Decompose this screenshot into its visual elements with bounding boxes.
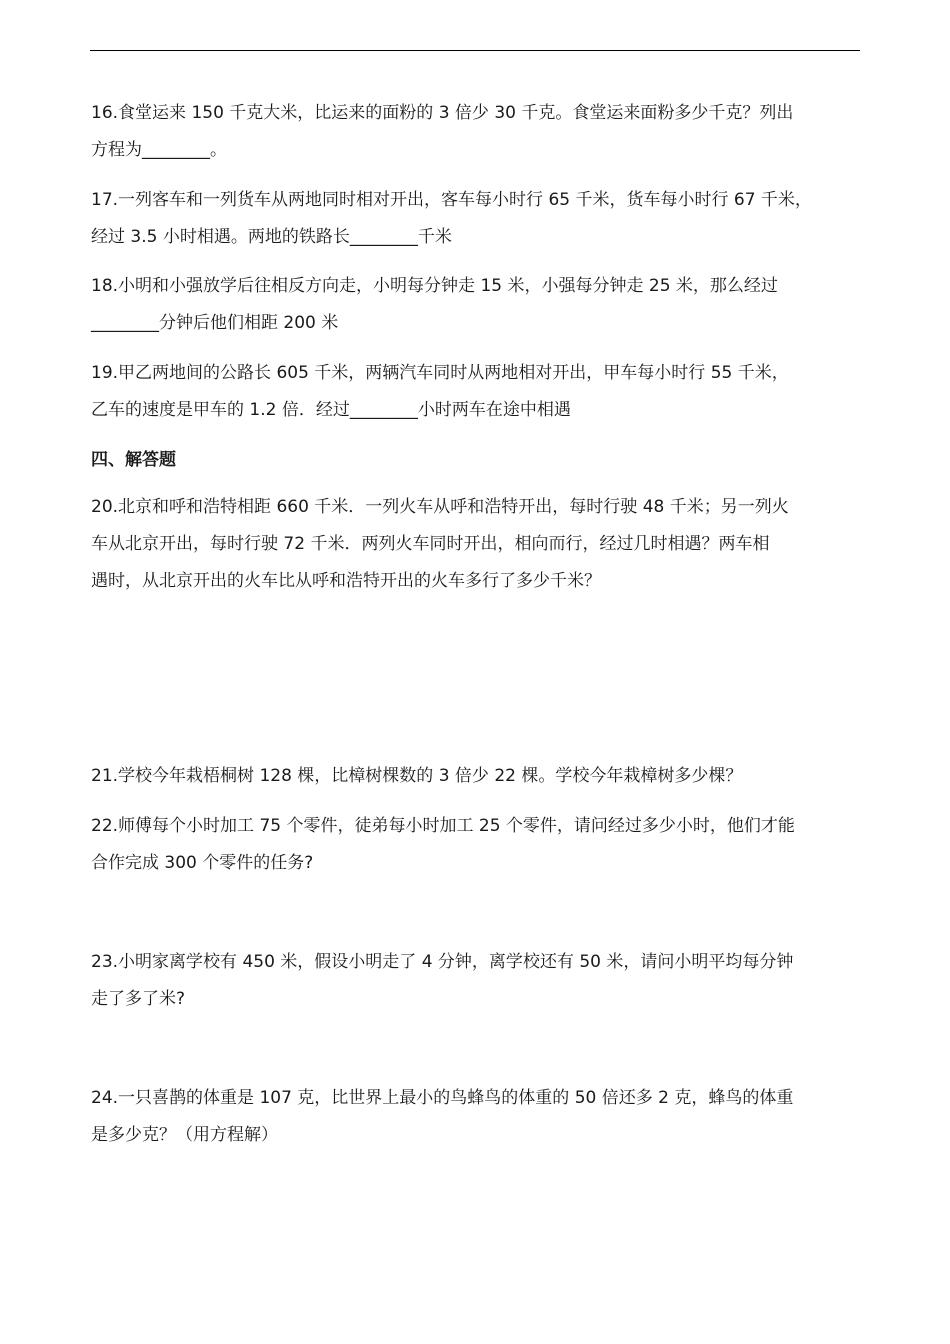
question-19-line-2: 乙车的速度是甲车的 1.2 倍．经过________小时两车在途中相遇 [91,400,571,420]
question-18 [91,268,881,342]
question-19 [91,355,881,429]
question-17 [91,182,881,256]
question-18-line-1: 18.小明和小强放学后往相反方向走，小明每分钟走 15 米，小强每分钟走 25 米，那么经过 [91,276,778,296]
question-16-line-1: 16.食堂运来 150 千克大米，比运来的面粉的 3 倍少 30 千克。食堂运来面粉多少千克？列出 [91,103,794,123]
question-21 [91,758,881,795]
question-24-line-1: 24.一只喜鹊的体重是 107 克，比世界上最小的鸟蜂鸟的体重的 50 倍还多 2 克，蜂鸟的体重 [91,1088,794,1108]
question-19-line-1: 19.甲乙两地间的公路长 605 千米，两辆汽车同时从两地相对开出，甲车每小时行 55 千米， [91,363,789,383]
section-heading: 四、解答题 [91,450,176,470]
question-23-line-2: 走了多了米? [91,989,186,1009]
question-23 [91,944,881,1018]
header-rule [90,50,860,51]
question-21-line-1: 21.学校今年栽梧桐树 128 棵，比樟树棵数的 3 倍少 22 棵。学校今年栽樟树多少棵？ [91,766,743,786]
question-23-line-1: 23.小明家离学校有 450 米，假设小明走了 4 分钟，离学校还有 50 米，请问小明平均每分钟 [91,952,794,972]
question-24-line-2: 是多少克？（用方程解） [91,1125,278,1145]
question-16 [91,95,881,169]
question-20-line-1: 20.北京和呼和浩特相距 660 千米．一列火车从呼和浩特开出，每时行驶 48 千米；另一列火 [91,497,789,517]
question-24 [91,1080,881,1154]
question-16-line-2: 方程为________。 [91,140,227,160]
question-22 [91,808,881,882]
question-22-line-1: 22.师傅每个小时加工 75 个零件，徒弟每小时加工 25 个零件，请问经过多少小时，他们才能 [91,816,795,836]
question-18-line-2: ________分钟后他们相距 200 米 [91,313,339,333]
question-20-line-3: 遇时，从北京开出的火车比从呼和浩特开出的火车多行了多少千米？ [91,571,601,591]
question-20 [91,489,881,600]
question-17-line-2: 经过 3.5 小时相遇。两地的铁路长________千米 [91,227,452,247]
question-17-line-1: 17.一列客车和一列货车从两地同时相对开出，客车每小时行 65 千米，货车每小时行 67 千米， [91,190,812,210]
question-22-line-2: 合作完成 300 个零件的任务? [91,853,314,873]
question-20-line-2: 车从北京开出，每时行驶 72 千米．两列火车同时开出，相向而行，经过几时相遇？两车相 [91,534,770,554]
